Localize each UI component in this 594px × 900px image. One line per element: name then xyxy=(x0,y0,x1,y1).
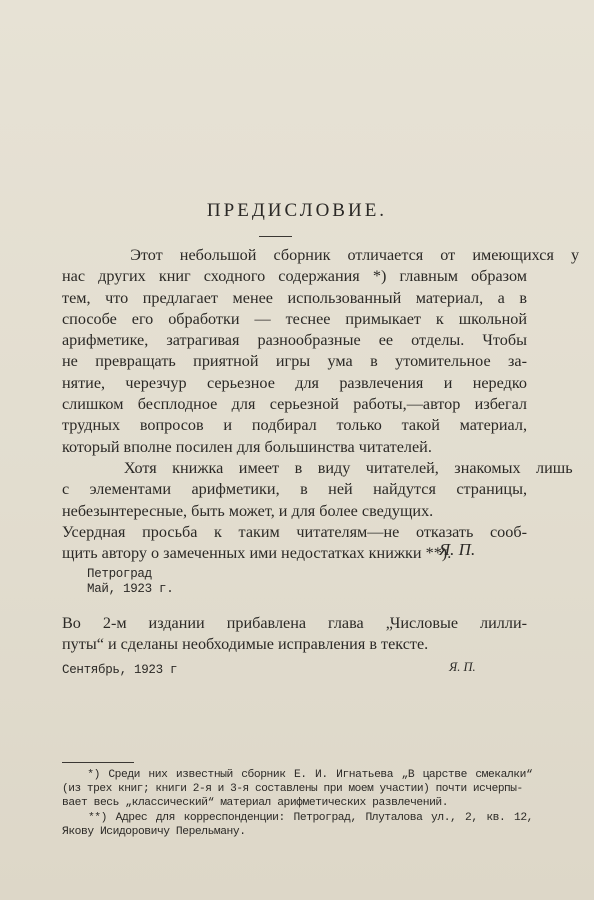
footnote-line: вает весь „классический“ материал арифметических развлечений. xyxy=(62,797,449,810)
author-signature: Я. П. xyxy=(439,540,476,559)
second-edition-signature: Я. П. xyxy=(449,660,476,674)
place: Петроград xyxy=(87,567,152,581)
preface-line: трудных вопросов и подбирал только такой материал, xyxy=(62,416,527,435)
preface-line: арифметике, затрагивая разнообразные ее отделы. Чтобы xyxy=(62,331,527,350)
title-rule xyxy=(259,236,292,237)
second-edition-date: Сентябрь, 1923 г xyxy=(62,663,178,677)
footnote-rule xyxy=(62,762,134,763)
footnote-line: Якову Исидоровичу Перельману. xyxy=(62,825,246,838)
preface-line: щить автору о замеченных ими недостатках книжки **). xyxy=(62,544,452,563)
preface-line: нятие, черезчур серьезное для развлечения и нередко xyxy=(62,373,527,392)
footnotes xyxy=(62,768,533,839)
footnote-line: *) Среди них известный сборник Е. И. Игнатьева „В царстве смекалки“ xyxy=(62,769,533,781)
date: Май, 1923 г. xyxy=(87,582,174,596)
second-edition-line: путы“ и сделаны необходимые исправления в тексте. xyxy=(62,635,429,654)
preface-line: способе его обработки — теснее примыкает к школьной xyxy=(62,309,527,328)
page-title: ПРЕДИСЛОВИЕ. xyxy=(206,200,388,221)
preface-line: тем, что предлагает менее использованный материал, а в xyxy=(62,288,527,307)
preface-line: который вполне посилен для большинства читателей. xyxy=(62,437,432,456)
preface-line: нас других книг сходного содержания *) главным образом xyxy=(62,267,527,286)
preface-line: не превращать приятной игры ума в утомительное за- xyxy=(62,352,527,371)
footnote-line: **) Адрес для корреспонденции: Петроград, Плуталова ул., 2, кв. 12, xyxy=(62,811,533,824)
preface-line: Этот небольшой сборник отличается от имеющихся у xyxy=(62,246,580,264)
preface-line: с элементами арифметики, в ней найдутся страницы, xyxy=(62,480,527,499)
preface-line: Усердная просьба к таким читателям—не отказать сооб- xyxy=(62,522,527,541)
second-edition-line: Во 2-м издании прибавлена глава „Числовые лилли- xyxy=(62,614,527,632)
preface-line: Хотя книжка имеет в виду читателей, знакомых лишь xyxy=(62,458,573,477)
preface-line: слишком бесплодное для серьезной работы,—автор избегал xyxy=(62,395,527,414)
place-date xyxy=(87,567,173,597)
footnote-line: (из трех книг; книги 2-я и 3-я составлены при моем участии) почти исчерпы- xyxy=(62,783,523,796)
preface-text xyxy=(62,245,580,564)
preface-line: небезынтересные, быть может, и для более сведущих. xyxy=(62,501,434,520)
second-edition-note xyxy=(62,613,527,656)
